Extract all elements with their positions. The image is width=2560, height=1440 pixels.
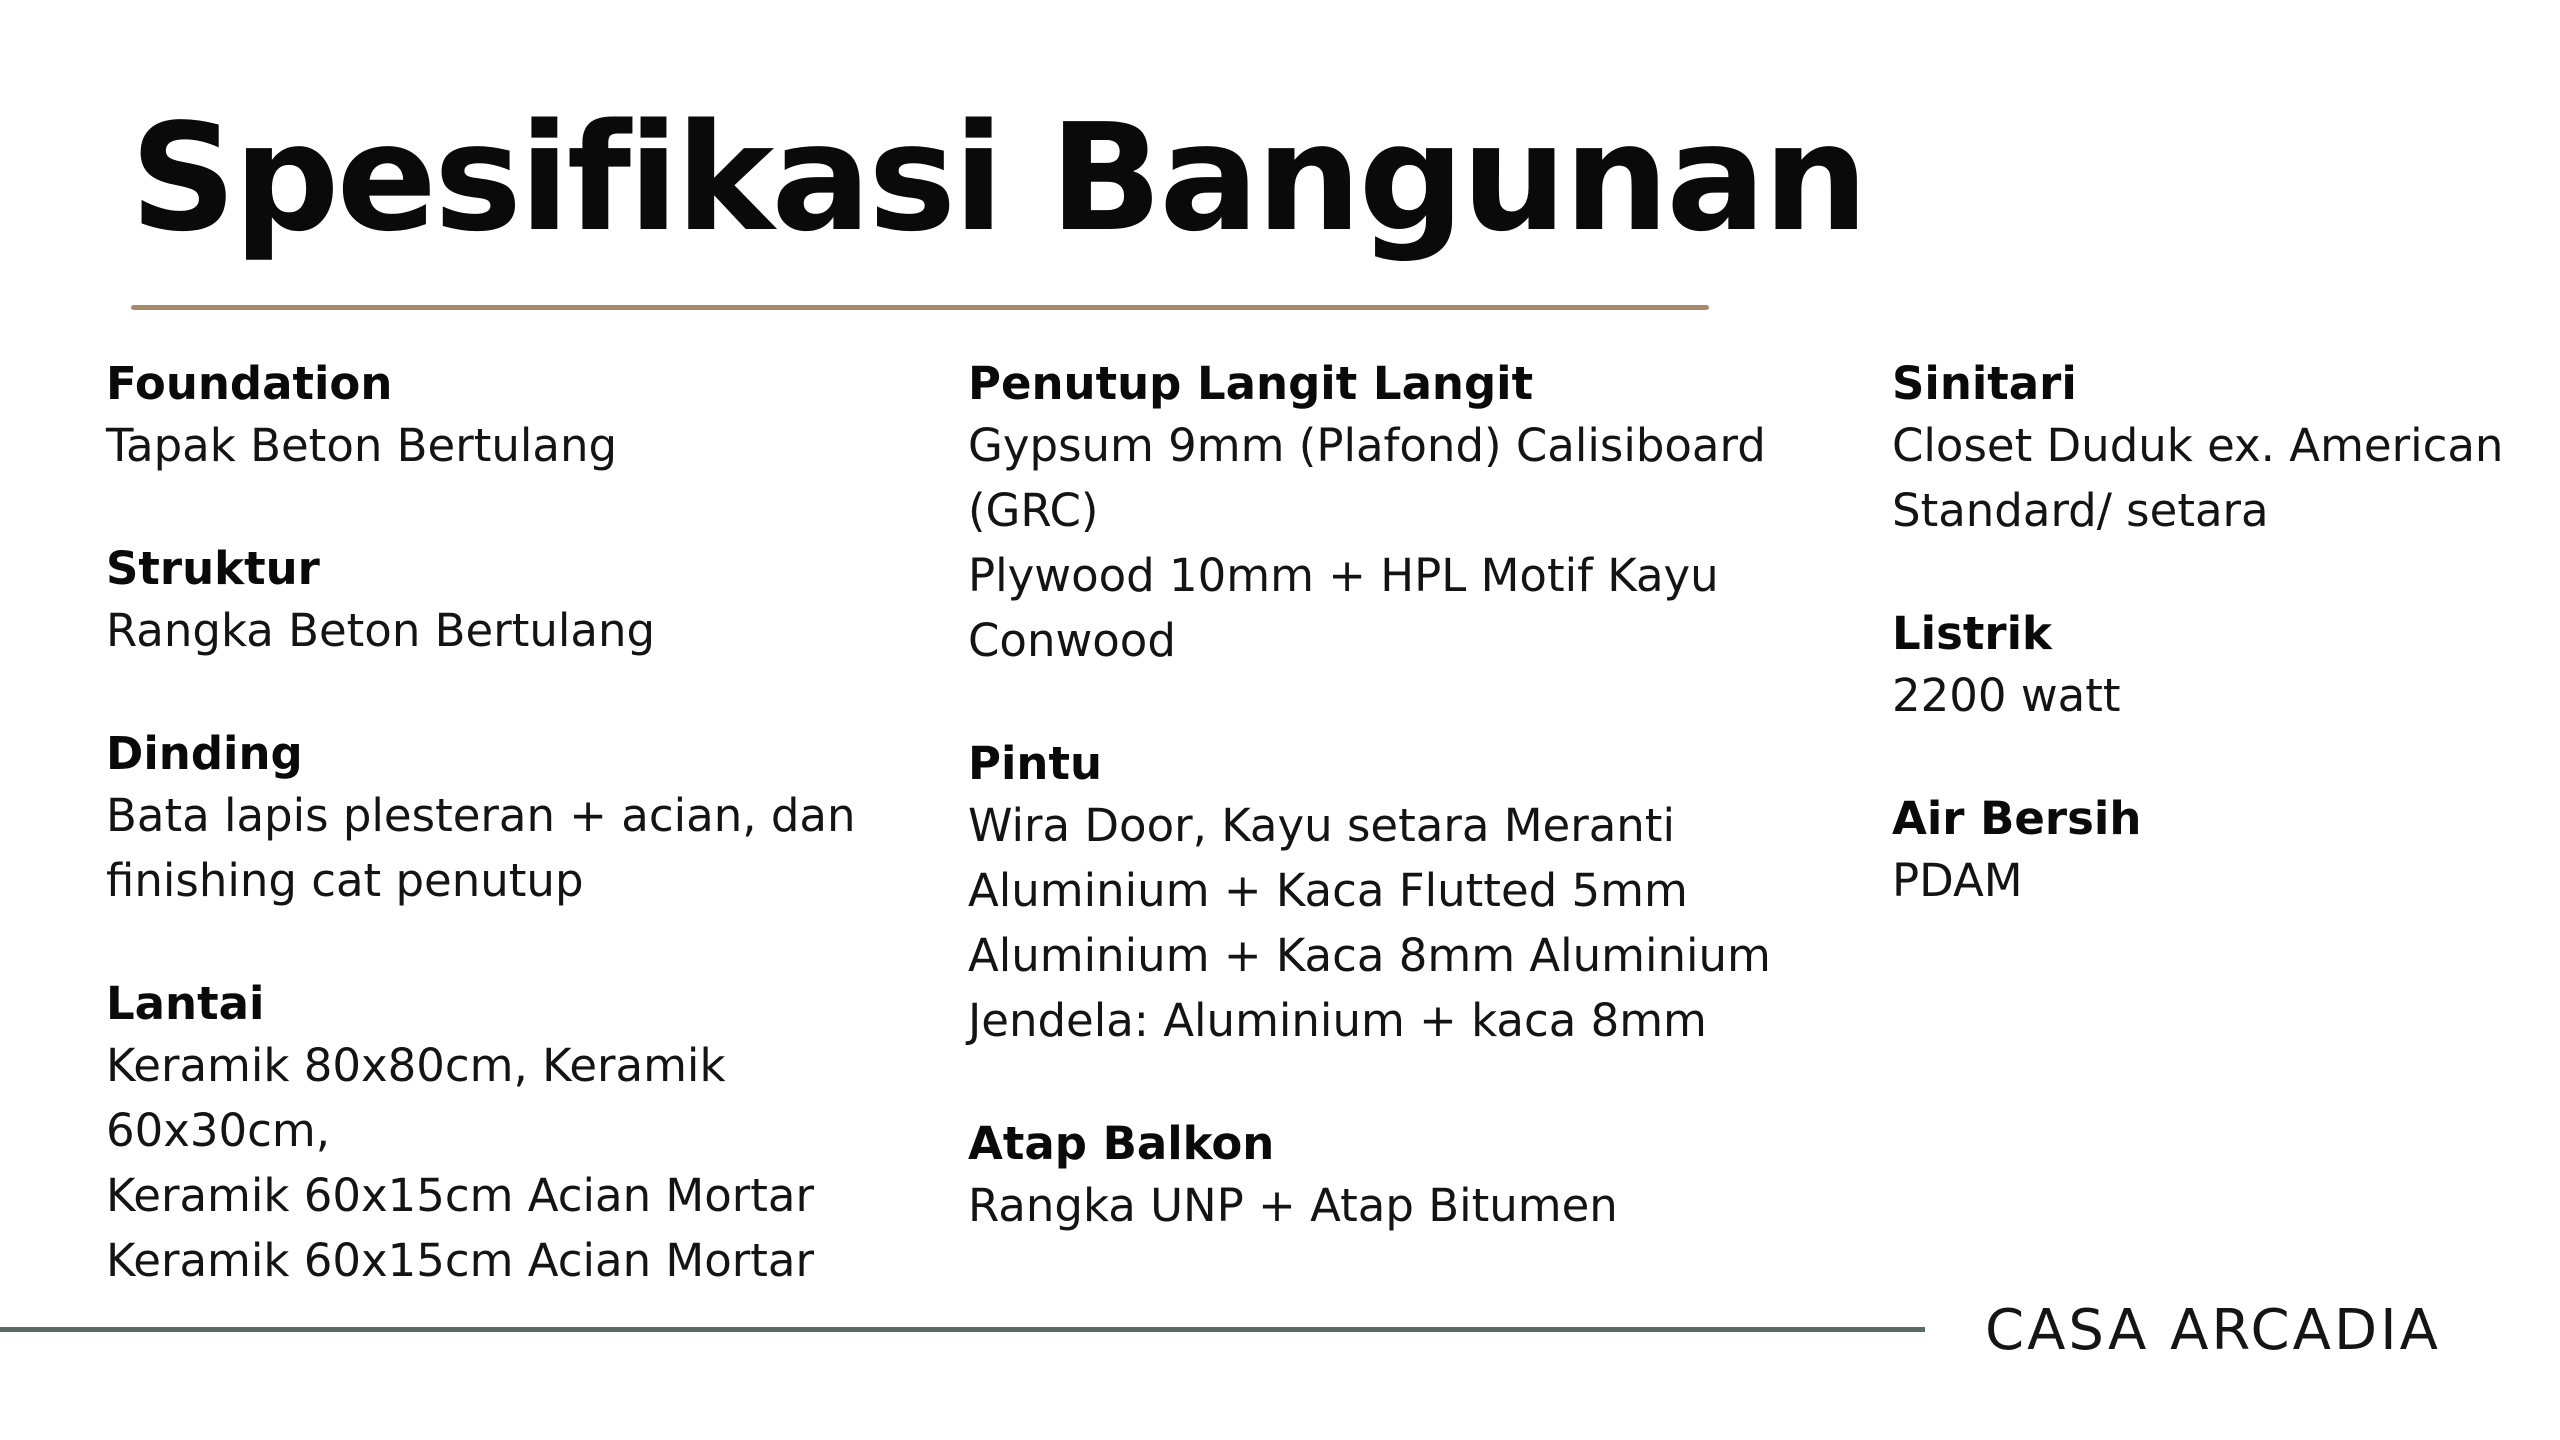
page-title: Spesifikasi Bangunan: [130, 92, 1866, 264]
spec-value: Bata lapis plesteran + acian, dan: [106, 789, 856, 842]
footer-divider: [0, 1327, 1925, 1332]
spec-heading: Listrik: [1892, 607, 2052, 660]
spec-value: Standard/ setara: [1892, 484, 2269, 537]
spec-column-1: [106, 355, 906, 1355]
spec-section-air-bersih: [1892, 790, 2552, 913]
spec-value: Closet Duduk ex. American: [1892, 419, 2504, 472]
spec-value: Keramik 60x15cm Acian Mortar: [106, 1169, 814, 1222]
spec-value: Tapak Beton Bertulang: [106, 419, 618, 472]
spec-value: Plywood 10mm + HPL Motif Kayu: [968, 549, 1719, 602]
spec-value: 2200 watt: [1892, 669, 2121, 722]
spec-section-sinitari: [1892, 355, 2552, 543]
spec-value: finishing cat penutup: [106, 854, 584, 907]
spec-section-listrik: [1892, 605, 2552, 728]
spec-value: Conwood: [968, 614, 1176, 667]
spec-column-2: [968, 355, 1848, 1300]
spec-section-foundation: [106, 355, 906, 478]
spec-section-lantai: [106, 975, 906, 1293]
spec-value: Aluminium + Kaca 8mm Aluminium: [968, 929, 1771, 982]
spec-heading: Dinding: [106, 727, 303, 780]
spec-section-dinding: [106, 725, 906, 913]
spec-value: PDAM: [1892, 854, 2023, 907]
spec-heading: Penutup Langit Langit: [968, 357, 1534, 410]
spec-value: Rangka Beton Bertulang: [106, 604, 656, 657]
spec-value: (GRC): [968, 484, 1099, 537]
spec-section-atap-balkon: [968, 1115, 1848, 1238]
spec-heading: Struktur: [106, 542, 320, 595]
spec-column-3: [1892, 355, 2552, 975]
spec-value: Keramik 80x80cm, Keramik: [106, 1039, 726, 1092]
spec-heading: Lantai: [106, 977, 265, 1030]
spec-value: Rangka UNP + Atap Bitumen: [968, 1179, 1618, 1232]
spec-value: Wira Door, Kayu setara Meranti: [968, 799, 1675, 852]
spec-heading: Atap Balkon: [968, 1117, 1275, 1170]
spec-heading: Air Bersih: [1892, 792, 2142, 845]
spec-section-penutup-langit-langit: [968, 355, 1848, 673]
spec-heading: Sinitari: [1892, 357, 2077, 410]
spec-value: Aluminium + Kaca Flutted 5mm: [968, 864, 1688, 917]
title-divider: [131, 305, 1709, 310]
spec-value: Gypsum 9mm (Plafond) Calisiboard: [968, 419, 1766, 472]
spec-section-pintu: [968, 735, 1848, 1053]
spec-heading: Foundation: [106, 357, 393, 410]
spec-value: Jendela: Aluminium + kaca 8mm: [968, 994, 1707, 1047]
spec-heading: Pintu: [968, 737, 1102, 790]
spec-value: Keramik 60x15cm Acian Mortar: [106, 1234, 814, 1287]
spec-section-struktur: [106, 540, 906, 663]
brand-logo: CASA ARCADIA: [1985, 1298, 2441, 1363]
spec-value: 60x30cm,: [106, 1104, 331, 1157]
